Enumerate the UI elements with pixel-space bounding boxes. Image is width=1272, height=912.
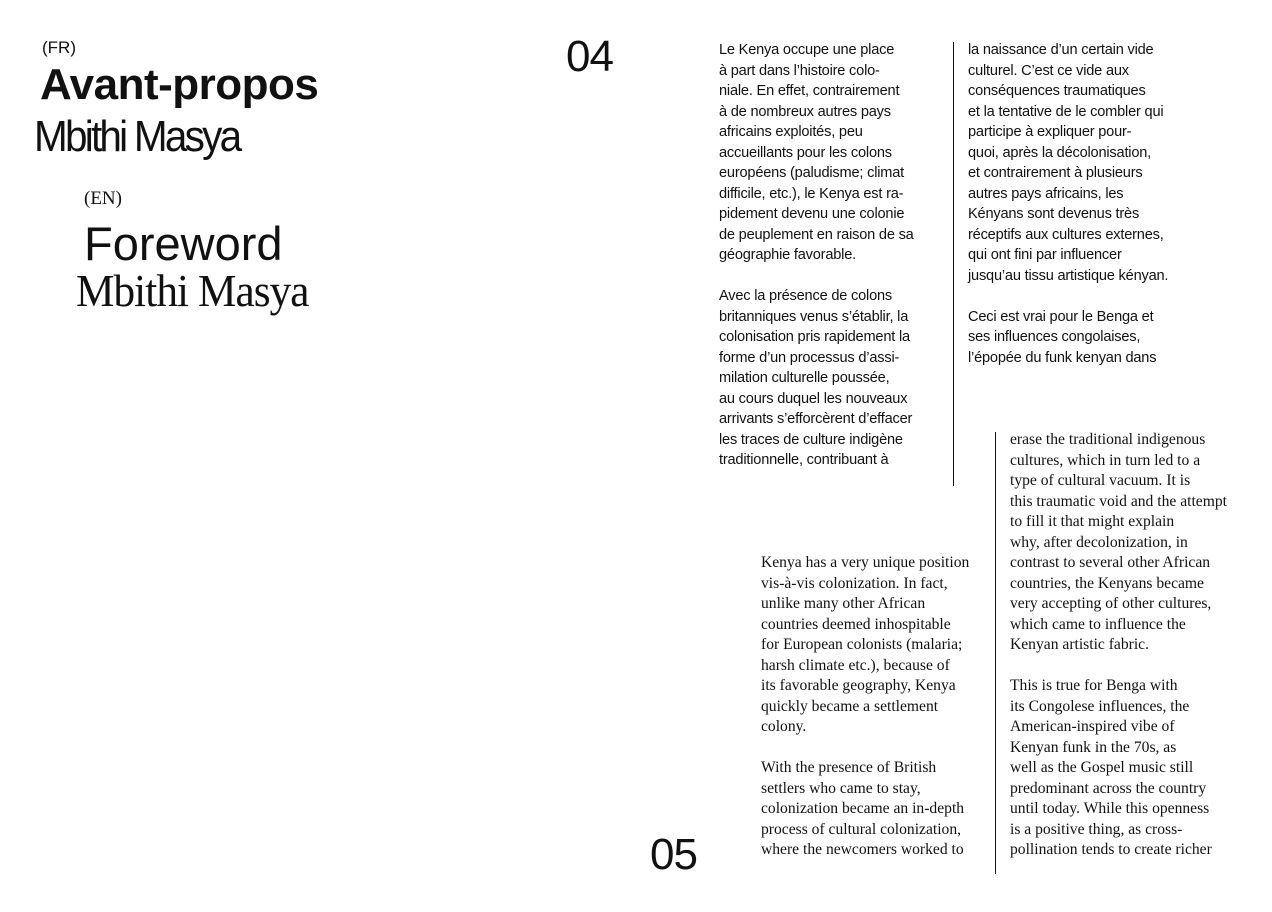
english-paragraph: Kenya has a very unique position vis-à-vis colonization. In fact, unlike many other African countries deemed inhospitable for European colonists (malaria; harsh climate etc.), because of its favorable geography, Kenya quickly became a settlement colony. bbox=[761, 554, 970, 735]
french-paragraph: Ceci est vrai pour le Benga et ses influences congolaises, l’épopée du funk kenyan dans bbox=[968, 308, 1157, 366]
fr-author-name: Mbithi Masya bbox=[34, 112, 240, 161]
english-paragraph: With the presence of British settlers who came to stay, colonization became an in-depth process of cultural colonization, where the newcomers worked to bbox=[761, 759, 965, 858]
en-title: Foreword bbox=[84, 217, 283, 270]
en-language-tag: (EN) bbox=[84, 188, 122, 209]
page-number-bottom: 05 bbox=[650, 830, 697, 879]
column-divider-fr bbox=[953, 42, 954, 486]
fr-language-tag: (FR) bbox=[42, 38, 76, 57]
french-column-1 bbox=[719, 40, 959, 491]
french-paragraph: la naissance d’un certain vide culturel. C’est ce vide aux conséquences traumatiques et la tentative de le combler qui participe à expliquer pour- quoi, après la décolonisation, et contrairement à plusieurs autres pays africains, les Kényans sont devenus très réceptifs aux cultures externes, qui ont fini par influencer jusqu’au tissu artistique kényan. bbox=[968, 42, 1169, 284]
english-paragraph: erase the traditional indigenous cultures, which in turn led to a type of cultural vacuum. It is this traumatic void and the attempt to fill it that might explain why, after decolonization, in contrast to several other African countries, the Kenyans became very accepting of other cultures, which came to influence the Kenyan artistic fabric. bbox=[1010, 431, 1227, 653]
english-column-1 bbox=[761, 553, 1001, 881]
fr-title: Avant-propos bbox=[40, 60, 319, 109]
english-column-2 bbox=[1010, 430, 1250, 881]
french-paragraph: Avec la présence de colons britanniques venus s’établir, la colonisation pris rapidement la forme d’un processus d’assi- milation culturelle poussée, au cours duquel les nouveaux arrivants s’efforcèrent d’effacer les traces de culture indigène traditionnelle, contribuant à bbox=[719, 288, 913, 468]
french-paragraph: Le Kenya occupe une place à part dans l’histoire colo- niale. En effet, contrairement à de nombreux autres pays africains exploités, peu accueillants pour les colons européens (paludisme; climat difficile, etc.), le Kenya est ra- pidement devenu une colonie de peuplement en raison de sa géographie favorable. bbox=[719, 42, 914, 263]
english-paragraph: This is true for Benga with its Congolese influences, the American-inspired vibe of Kenyan funk in the 70s, as well as the Gospel music still predominant across the country until today. While this openness is a positive thing, as cross- pollination tends to create richer bbox=[1010, 677, 1212, 858]
en-author-name: Mbithi Masya bbox=[76, 265, 309, 316]
french-column-2 bbox=[968, 40, 1208, 389]
column-divider-en bbox=[995, 432, 996, 874]
page-number-top: 04 bbox=[566, 32, 613, 81]
